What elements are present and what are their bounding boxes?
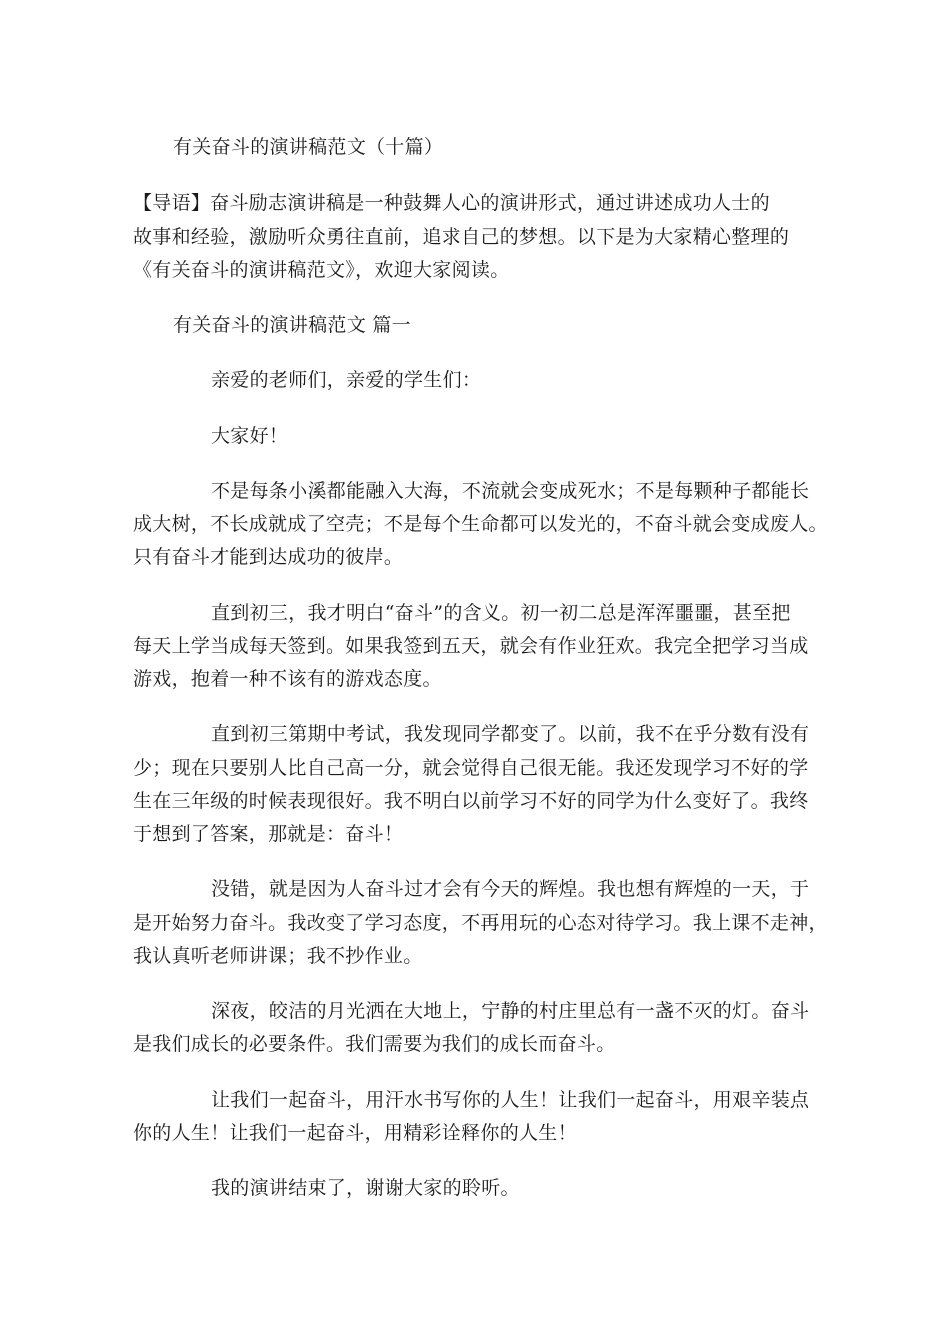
intro-line: 故事和经验，激励听众勇往直前，追求自己的梦想。以下是为大家精心整理的 xyxy=(133,226,790,248)
greeting: 大家好！ xyxy=(211,425,289,447)
paragraph-line: 少；现在只要别人比自己高一分，就会觉得自己很无能。我还发现学习不好的学 xyxy=(133,757,809,779)
paragraph-line: 深夜，皎洁的月光洒在大地上，宁静的村庄里总有一盏不灭的灯。奋斗 xyxy=(211,1000,810,1022)
section-heading: 有关奋斗的演讲稿范文 篇一 xyxy=(173,314,411,336)
paragraph-line: 没错，就是因为人奋斗过才会有今天的辉煌。我也想有辉煌的一天，于 xyxy=(211,878,810,900)
paragraph-line: 生在三年级的时候表现很好。我不明白以前学习不好的同学为什么变好了。我终 xyxy=(133,790,809,812)
intro-line: 【导语】奋斗励志演讲稿是一种鼓舞人心的演讲形式，通过讲述成功人士的 xyxy=(133,192,770,214)
paragraph-line: 成大树，不长成就成了空壳；不是每个生命都可以发光的，不奋斗就会变成废人。 xyxy=(133,513,828,535)
paragraph-line: 是我们成长的必要条件。我们需要为我们的成长而奋斗。 xyxy=(133,1033,616,1055)
paragraph-line: 每天上学当成每天签到。如果我签到五天，就会有作业狂欢。我完全把学习当成 xyxy=(133,635,809,657)
paragraph-line: 只有奋斗才能到达成功的彼岸。 xyxy=(133,546,404,568)
paragraph-line: 游戏，抱着一种不该有的游戏态度。 xyxy=(133,668,442,690)
paragraph-line: 直到初三，我才明白“奋斗”的含义。初一初二总是浑浑噩噩，甚至把 xyxy=(211,602,791,624)
paragraph-line: 我的演讲结束了，谢谢大家的聆听。 xyxy=(211,1177,520,1199)
salutation: 亲爱的老师们，亲爱的学生们： xyxy=(211,369,482,391)
paragraph-line: 直到初三第期中考试，我发现同学都变了。以前，我不在乎分数有没有 xyxy=(211,723,810,745)
paragraph-line: 不是每条小溪都能融入大海，不流就会变成死水；不是每颗种子都能长 xyxy=(211,480,810,502)
paragraph-line: 是开始努力奋斗。我改变了学习态度，不再用玩的心态对待学习。我上课不走神， xyxy=(133,912,828,934)
paragraph-line: 我认真听老师讲课；我不抄作业。 xyxy=(133,945,423,967)
paragraph-line: 让我们一起奋斗，用汗水书写你的人生！让我们一起奋斗，用艰辛装点 xyxy=(211,1089,810,1111)
paragraph-line: 你的人生！让我们一起奋斗，用精彩诠释你的人生！ xyxy=(133,1122,577,1144)
document-title: 有关奋斗的演讲稿范文（十篇） xyxy=(173,136,444,158)
paragraph-line: 于想到了答案，那就是：奋斗！ xyxy=(133,823,404,845)
intro-line: 《有关奋斗的演讲稿范文》，欢迎大家阅读。 xyxy=(133,259,510,281)
